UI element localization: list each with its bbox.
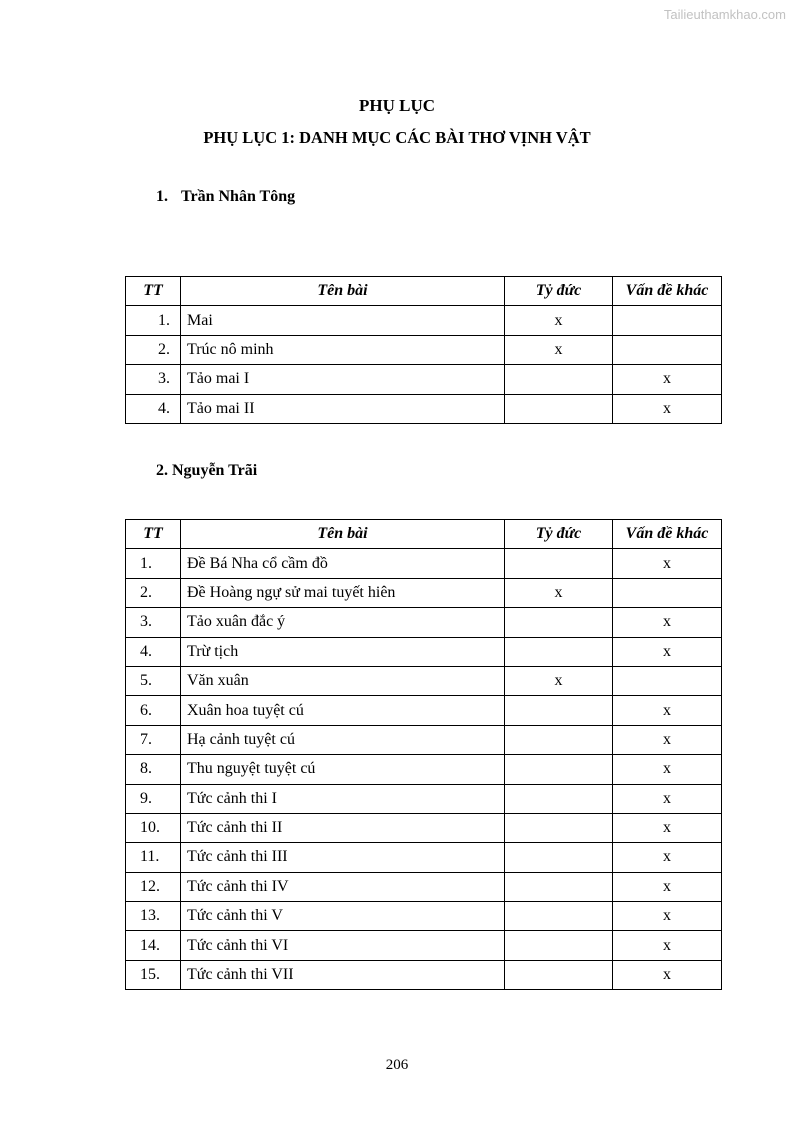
poem-title: Xuân hoa tuyệt cú [181, 696, 505, 725]
ty-duc-mark [505, 843, 613, 872]
table-row [126, 608, 722, 637]
other-issue-mark: x [613, 755, 722, 784]
poem-title: Trúc nô minh [181, 335, 505, 364]
page-number: 206 [385, 1057, 409, 1073]
row-number: 1. [126, 549, 181, 578]
other-issue-mark [613, 666, 722, 695]
ty-duc-mark [505, 637, 613, 666]
row-number: 11. [126, 843, 181, 872]
other-issue-mark: x [613, 608, 722, 637]
section-heading-tran-nhan-tong [156, 188, 295, 206]
row-number: 1. [126, 306, 181, 335]
ty-duc-mark [505, 394, 613, 423]
other-issue-mark [613, 335, 722, 364]
table-body [126, 306, 722, 424]
other-issue-mark: x [613, 365, 722, 394]
ty-duc-mark [505, 784, 613, 813]
ty-duc-mark [505, 365, 613, 394]
poem-title: Tức cảnh thi II [181, 813, 505, 842]
table-row [126, 365, 722, 394]
table-row [126, 755, 722, 784]
header-other: Vấn đề khác [613, 520, 722, 549]
other-issue-mark: x [613, 872, 722, 901]
poem-title: Trừ tịch [181, 637, 505, 666]
header-name: Tên bài [181, 520, 505, 549]
table-row [126, 902, 722, 931]
poem-table-tran-nhan-tong [125, 276, 722, 424]
row-number: 9. [126, 784, 181, 813]
row-number: 14. [126, 931, 181, 960]
other-issue-mark: x [613, 637, 722, 666]
row-number: 2. [126, 335, 181, 364]
poem-title: Đề Hoàng ngự sử mai tuyết hiên [181, 578, 505, 607]
other-issue-mark: x [613, 902, 722, 931]
poem-title: Tức cảnh thi VII [181, 960, 505, 989]
header-name: Tên bài [181, 277, 505, 306]
header-ty-duc: Tỷ đức [505, 520, 613, 549]
other-issue-mark: x [613, 725, 722, 754]
row-number: 6. [126, 696, 181, 725]
poem-title: Mai [181, 306, 505, 335]
poem-title: Tức cảnh thi IV [181, 872, 505, 901]
other-issue-mark: x [613, 696, 722, 725]
ty-duc-mark [505, 725, 613, 754]
other-issue-mark: x [613, 843, 722, 872]
ty-duc-mark: x [505, 666, 613, 695]
other-issue-mark [613, 306, 722, 335]
header-tt: TT [126, 277, 181, 306]
row-number: 8. [126, 755, 181, 784]
poem-title: Tảo mai I [181, 365, 505, 394]
header-other: Vấn đề khác [613, 277, 722, 306]
section-number: 2. [156, 462, 168, 479]
table-row [126, 872, 722, 901]
header-ty-duc: Tỷ đức [505, 277, 613, 306]
poem-title: Tức cảnh thi V [181, 902, 505, 931]
table-row [126, 696, 722, 725]
row-number: 4. [126, 394, 181, 423]
table-row [126, 549, 722, 578]
ty-duc-mark [505, 872, 613, 901]
table-row [126, 335, 722, 364]
section-heading-nguyen-trai [156, 462, 257, 480]
poem-title: Tảo xuân đắc ý [181, 608, 505, 637]
row-number: 4. [126, 637, 181, 666]
ty-duc-mark [505, 813, 613, 842]
page-title: PHỤ LỤC [358, 96, 436, 115]
ty-duc-mark [505, 960, 613, 989]
row-number: 3. [126, 365, 181, 394]
table-header-row [126, 520, 722, 549]
table-row [126, 666, 722, 695]
watermark-text: Tailieuthamkhao.com [663, 7, 786, 22]
table-row [126, 960, 722, 989]
poem-table-nguyen-trai [125, 519, 722, 990]
ty-duc-mark [505, 931, 613, 960]
poem-title: Hạ cảnh tuyệt cú [181, 725, 505, 754]
poem-title: Tức cảnh thi I [181, 784, 505, 813]
poem-title: Tảo mai II [181, 394, 505, 423]
ty-duc-mark [505, 608, 613, 637]
row-number: 12. [126, 872, 181, 901]
header-tt: TT [126, 520, 181, 549]
row-number: 13. [126, 902, 181, 931]
section-number: 1. [156, 188, 168, 205]
poem-title: Đề Bá Nha cổ cầm đồ [181, 549, 505, 578]
other-issue-mark: x [613, 813, 722, 842]
section-author: Trần Nhân Tông [181, 188, 296, 205]
table-row [126, 813, 722, 842]
ty-duc-mark [505, 902, 613, 931]
row-number: 10. [126, 813, 181, 842]
table-row [126, 394, 722, 423]
table-row [126, 306, 722, 335]
section-author: Nguyễn Trãi [172, 462, 258, 479]
other-issue-mark: x [613, 931, 722, 960]
appendix-subtitle: PHỤ LỤC 1: DANH MỤC CÁC BÀI THƠ VỊNH VẬT [203, 128, 591, 147]
row-number: 2. [126, 578, 181, 607]
other-issue-mark [613, 578, 722, 607]
row-number: 5. [126, 666, 181, 695]
poem-title: Văn xuân [181, 666, 505, 695]
row-number: 3. [126, 608, 181, 637]
ty-duc-mark [505, 549, 613, 578]
table-row [126, 725, 722, 754]
table-row [126, 843, 722, 872]
row-number: 15. [126, 960, 181, 989]
ty-duc-mark [505, 755, 613, 784]
table-row [126, 578, 722, 607]
poem-title: Tức cảnh thi VI [181, 931, 505, 960]
ty-duc-mark [505, 696, 613, 725]
other-issue-mark: x [613, 960, 722, 989]
ty-duc-mark: x [505, 578, 613, 607]
ty-duc-mark: x [505, 335, 613, 364]
other-issue-mark: x [613, 784, 722, 813]
table-row [126, 784, 722, 813]
table-row [126, 931, 722, 960]
table-row [126, 637, 722, 666]
row-number: 7. [126, 725, 181, 754]
poem-title: Tức cảnh thi III [181, 843, 505, 872]
other-issue-mark: x [613, 394, 722, 423]
other-issue-mark: x [613, 549, 722, 578]
ty-duc-mark: x [505, 306, 613, 335]
poem-title: Thu nguyệt tuyệt cú [181, 755, 505, 784]
table-body [126, 549, 722, 990]
table-header-row [126, 277, 722, 306]
